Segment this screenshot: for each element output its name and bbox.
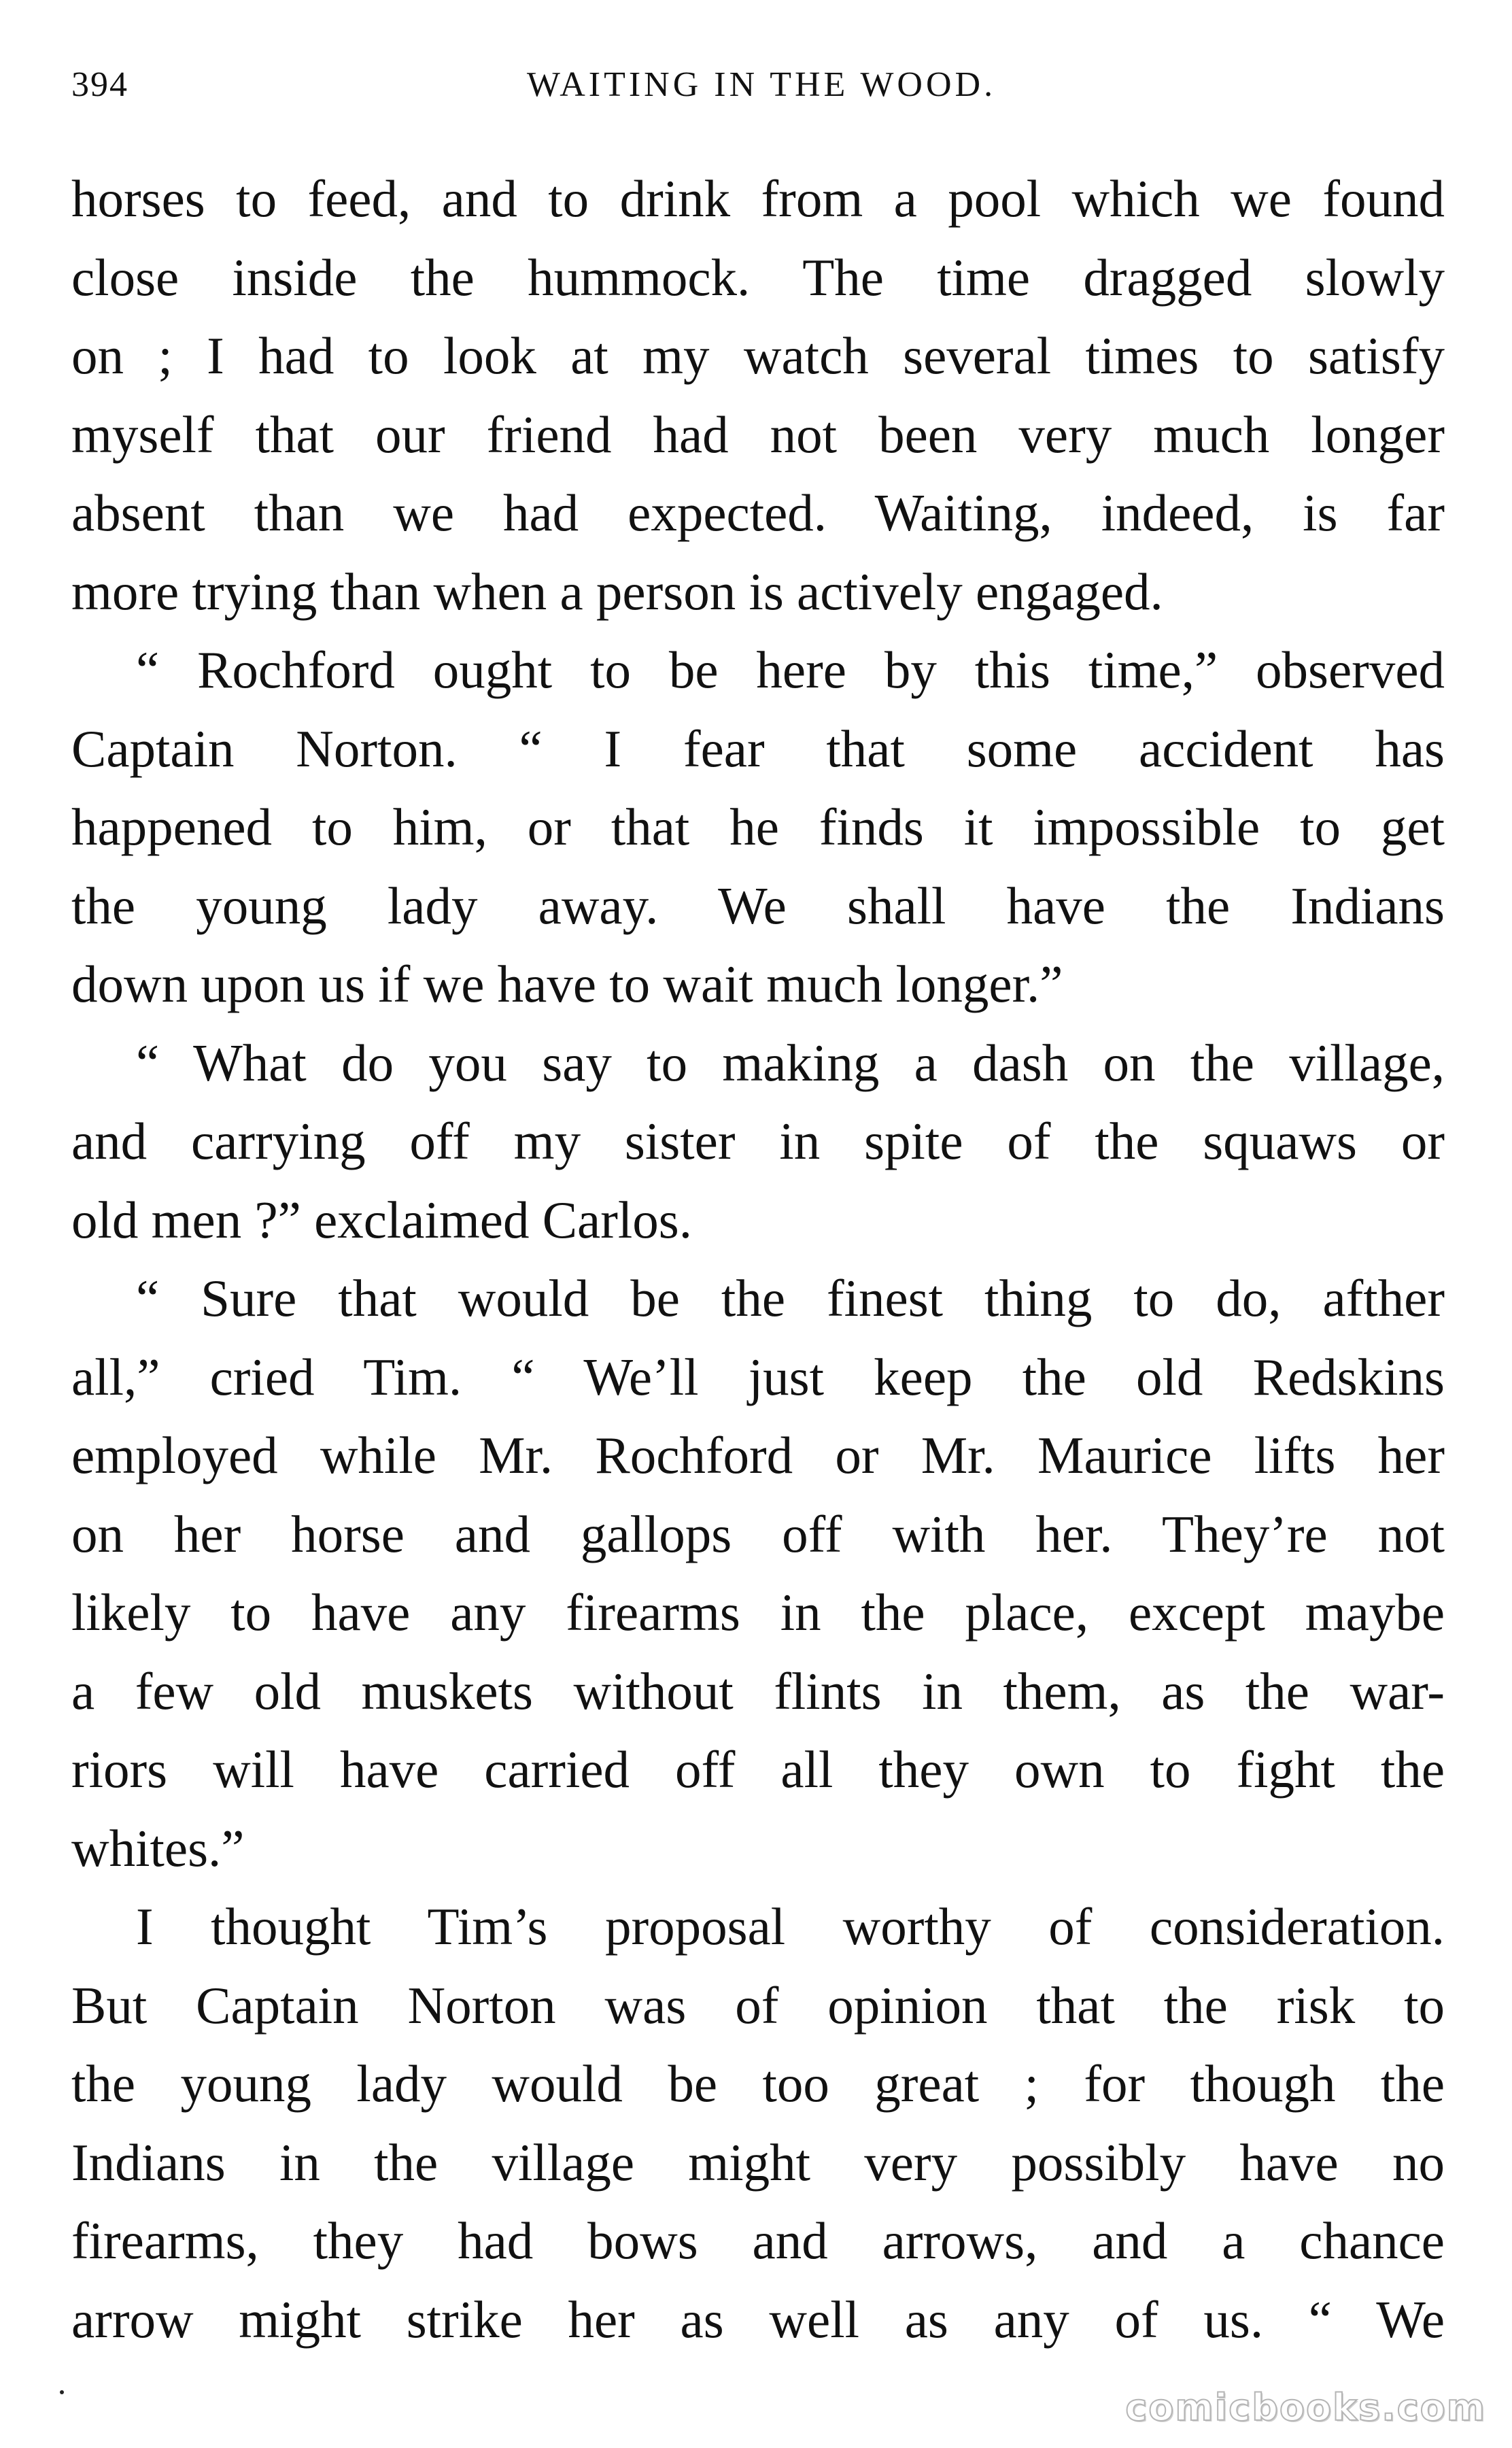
text-line: firearms, they had bows and arrows, and a chance bbox=[71, 2211, 1445, 2270]
page-number: 394 bbox=[71, 65, 128, 104]
text-line: all,” cried Tim. “ We’ll just keep the old Redskins bbox=[71, 1347, 1445, 1406]
text-line: “ What do you say to making a dash on the village, bbox=[136, 1033, 1445, 1092]
page-header bbox=[71, 58, 1451, 119]
text-line: arrow might strike her as well as any of us. “ We bbox=[71, 2290, 1445, 2349]
text-line: close inside the hummock. The time dragged slowly bbox=[71, 248, 1445, 307]
running-title: WAITING IN THE WOOD. bbox=[526, 65, 997, 104]
text-line: “ Sure that would be the finest thing to do, afther bbox=[136, 1269, 1445, 1327]
text-line: horses to feed, and to drink from a pool which we found bbox=[71, 169, 1445, 228]
text-line: I thought Tim’s proposal worthy of consideration. bbox=[136, 1897, 1445, 1956]
text-line: a few old muskets without flints in them, as the war- bbox=[71, 1661, 1445, 1720]
text-line: absent than we had expected. Waiting, indeed, is far bbox=[71, 483, 1445, 542]
text-line: old men ?” exclaimed Carlos. bbox=[71, 1190, 692, 1249]
text-line: on her horse and gallops off with her. They’re not bbox=[71, 1504, 1445, 1563]
text-line: But Captain Norton was of opinion that the risk to bbox=[71, 1975, 1445, 2035]
paragraph bbox=[71, 1024, 1445, 1260]
print-speck bbox=[60, 2390, 64, 2394]
text-line: employed while Mr. Rochford or Mr. Maurice lifts her bbox=[71, 1426, 1445, 1484]
paragraph bbox=[71, 1259, 1445, 1888]
watermark-logo: comicbooks.com bbox=[1125, 2386, 1486, 2429]
text-line: riors will have carried off all they own to fight the bbox=[71, 1740, 1445, 1799]
text-line: “ Rochford ought to be here by this time,” observed bbox=[136, 641, 1445, 699]
text-line: likely to have any firearms in the place, except maybe bbox=[71, 1583, 1445, 1642]
paragraph bbox=[71, 160, 1445, 631]
text-line: the young lady away. We shall have the Indians bbox=[71, 876, 1445, 935]
text-line: and carrying off my sister in spite of the squaws or bbox=[71, 1112, 1445, 1170]
text-line: whites.” bbox=[71, 1818, 245, 1877]
text-line: down upon us if we have to wait much longer.” bbox=[71, 955, 1063, 1013]
paragraph bbox=[71, 631, 1445, 1024]
text-line: on ; I had to look at my watch several times to satisfy bbox=[71, 326, 1445, 385]
paragraph bbox=[71, 1888, 1445, 2359]
text-line: Captain Norton. “ I fear that some accident has bbox=[71, 719, 1445, 778]
text-line: the young lady would be too great ; for though the bbox=[71, 2054, 1445, 2113]
text-line: happened to him, or that he finds it impossible to get bbox=[71, 798, 1445, 856]
text-line: myself that our friend had not been very much longer bbox=[71, 405, 1445, 464]
text-line: more trying than when a person is actively engaged. bbox=[71, 562, 1163, 621]
body-text bbox=[71, 160, 1445, 2359]
text-line: Indians in the village might very possibly have no bbox=[71, 2132, 1445, 2192]
